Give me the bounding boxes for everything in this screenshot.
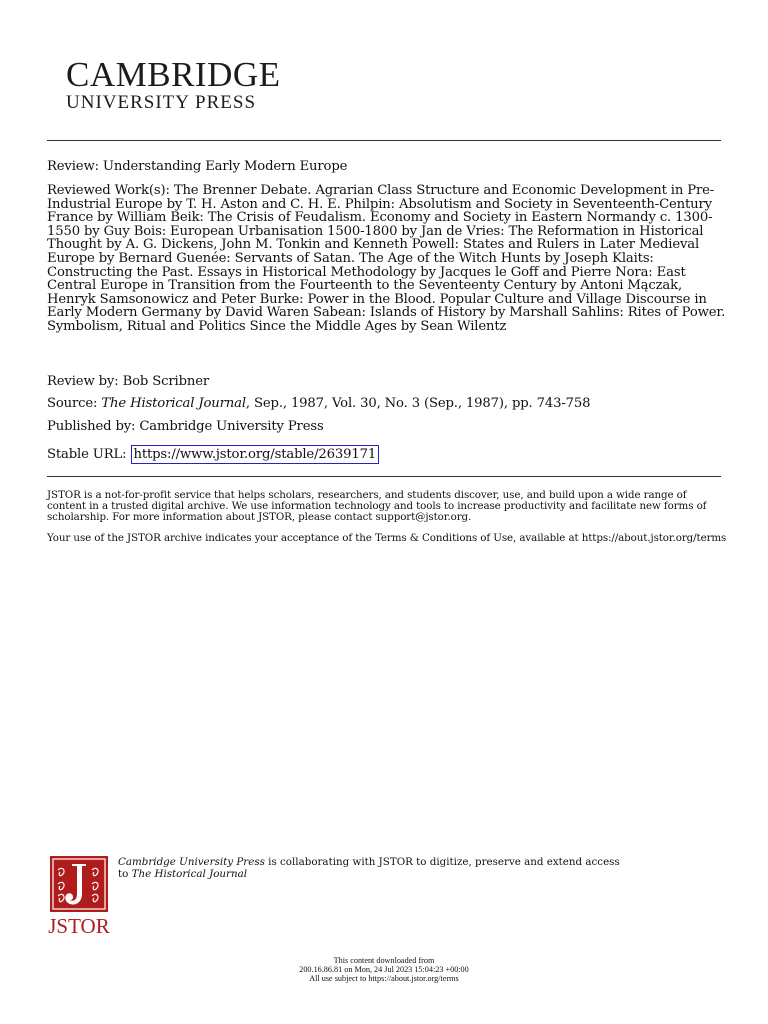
top-divider	[47, 140, 721, 141]
stable-url-line	[47, 448, 727, 462]
jstor-logo-text: JSTOR	[48, 914, 110, 936]
collaboration-statement	[118, 856, 718, 880]
reviewed-works	[47, 184, 727, 334]
middle-divider	[47, 476, 721, 477]
published-by-text: Published by: Cambridge University Press	[47, 419, 324, 434]
published-by	[47, 420, 727, 434]
review-title-text: Review: Understanding Early Modern Europe	[47, 159, 348, 174]
source-label: Source:	[47, 396, 102, 411]
logo-line-university-press: UNIVERSITY PRESS	[66, 92, 257, 113]
download-footer	[0, 957, 768, 983]
collab-journal: The Historical Journal	[131, 868, 248, 880]
stable-url-link[interactable]: https://www.jstor.org/stable/2639171	[131, 445, 380, 464]
jstor-logo	[48, 856, 114, 936]
collab-middle: is collaborating with JSTOR to digitize, preserve and extend access	[264, 856, 620, 868]
source-line	[47, 397, 727, 411]
terms-notice	[47, 533, 727, 544]
collab-to: to	[118, 868, 132, 880]
collab-publisher: Cambridge University Press	[118, 856, 265, 868]
source-details: , Sep., 1987, Vol. 30, No. 3 (Sep., 1987), pp. 743-758	[245, 396, 591, 411]
review-by	[47, 375, 727, 389]
footer-line-1: This content downloaded from	[333, 956, 435, 965]
source-journal: The Historical Journal	[101, 396, 246, 411]
terms-notice-paragraph: Your use of the JSTOR archive indicates your acceptance of the Terms & Conditions of Use, available at https://about.jstor.org/terms	[47, 532, 727, 544]
reviewed-works-text: Reviewed Work(s): The Brenner Debate. Agrarian Class Structure and Economic Development in Pre-Industrial Europe by T. H. Aston and C. H. E. Philpin: Absolutism and Society in Seventeenth-Century France by William Beik: The Crisis of Feudalism. Economy and Society in Eastern Normandy c. 1300-1550 by Guy Bois: European Urbanisation 1500-1800 by Jan de Vries: The Reformation in Historical Thought by A. G. Dickens, John M. Tonkin and Kenneth Powell: States and Rulers in Later Medieval Europe by Bernard Guenée: Servants of Satan. The Age of the Witch Hunts by Joseph Klaits: Constructing the Past. Essays in Historical Methodology by Jacques le Goff and Pierre Nora: East Central Europe in Transition from the Fourteenth to the Seventeenty Century by Antoni Mączak, Henryk Samsonowicz and Peter Burke: Power in the Blood. Popular Culture and Village Discourse in Early Modern Germany by David Waren Sabean: Islands of History by Marshall Sahlins: Rites of Power. Symbolism, Ritual and Politics Since the Middle Ages by Sean Wilentz	[47, 183, 726, 334]
footer-line-2: 200.16.86.81 on Mon, 24 Jul 2023 15:04:23 +00:00	[299, 964, 469, 974]
jstor-seal-icon	[48, 856, 114, 936]
review-by-text: Review by: Bob Scribner	[47, 374, 210, 389]
footer-line-3: All use subject to https://about.jstor.org/terms	[309, 973, 459, 983]
cambridge-university-press-logo	[66, 55, 281, 113]
review-title	[47, 160, 727, 174]
logo-line-cambridge: CAMBRIDGE	[66, 55, 281, 94]
jstor-notice	[47, 490, 727, 523]
jstor-notice-paragraph: JSTOR is a not-for-profit service that helps scholars, researchers, and students discover, use, and build upon a wide range of content in a trusted digital archive. We use information technology and tools to increase productivity and facilitate new forms of scholarship. For more information about JSTOR, please contact support@jstor.org.	[47, 489, 707, 523]
stable-url-label: Stable URL:	[47, 447, 131, 462]
